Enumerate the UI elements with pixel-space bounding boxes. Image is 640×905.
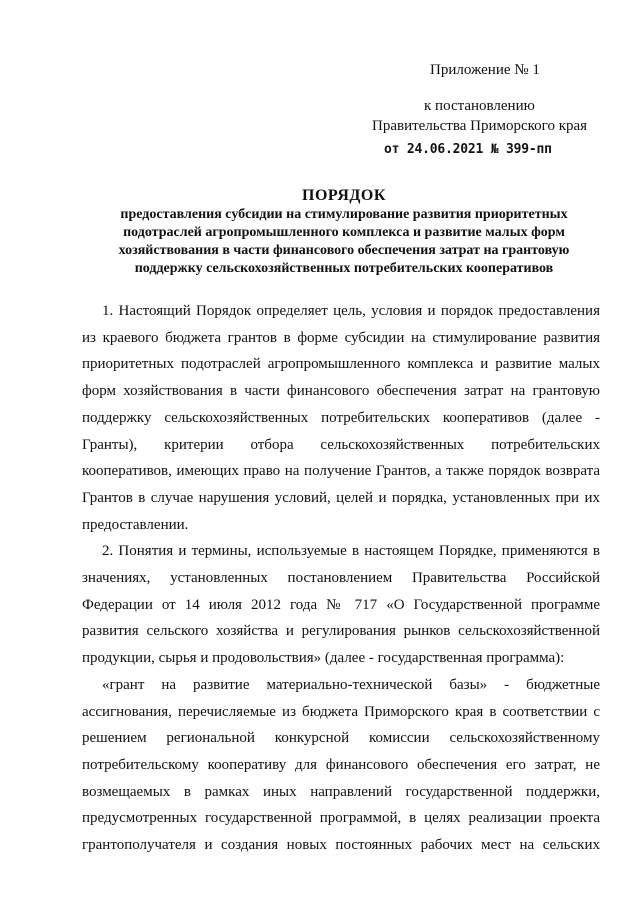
- appendix-to-decree: к постановлению: [424, 98, 535, 114]
- document-subtitle: предоставления субсидии на стимулирование развития приоритетных подотраслей агропромышленного комплекса и развитие малых форм хозяйствования в части финансового обеспечения затрат на грантовую поддержку сельскохозяйственных потребительских кооперативов: [118, 207, 570, 276]
- appendix-title-text: Приложение № 1: [430, 62, 540, 78]
- appendix-reference: [360, 96, 600, 136]
- document-heading: [84, 186, 604, 278]
- decree-date-number-text: от 24.06.2021 № 399-пп: [384, 142, 552, 157]
- document-title: ПОРЯДОК: [302, 187, 386, 204]
- appendix-government: Правительства Приморского края: [372, 118, 588, 134]
- document-body: [82, 298, 600, 859]
- paragraph-3: «грант на развитие материально-технической базы» - бюджетные ассигнования, перечисляемые из бюджета Приморского края в соответствии с решением региональной конкурсной комиссии сельскохозяйственному потребительскому кооперативу для финансового обеспечения его затрат, не возмещаемых в рамках иных направлений государственной поддержки, предусмотренных государственной программой, в целях реализации проекта грантополучателя и создания новых постоянных рабочих мест на сельских: [82, 676, 600, 854]
- paragraph-2: 2. Понятия и термины, используемые в настоящем Порядке, применяются в значениях, установленных постановлением Правительства Российской Федерации от 14 июля 2012 года № 717 «О Государственной программе развития сельского хозяйства и регулирования рынков сельскохозяйственной продукции, сырья и продовольствия» (далее - государственная программа):: [82, 543, 600, 667]
- decree-date-number: [384, 140, 624, 160]
- paragraph-1: 1. Настоящий Порядок определяет цель, условия и порядок предоставления из краевого бюджета грантов в форме субсидии на стимулирование развития приоритетных подотраслей агропромышленного комплекса и развитие малых форм хозяйствования в части финансового обеспечения затрат на грантовую поддержку сельскохозяйственных потребительских кооперативов (далее - Гранты), критерии отбора сельскохозяйственных потребительских кооперативов, имеющих право на получение Грантов, а также порядок возврата Грантов в случае нарушения условий, целей и порядка, установленных при их предоставлении.: [82, 303, 600, 533]
- appendix-title: [430, 60, 640, 80]
